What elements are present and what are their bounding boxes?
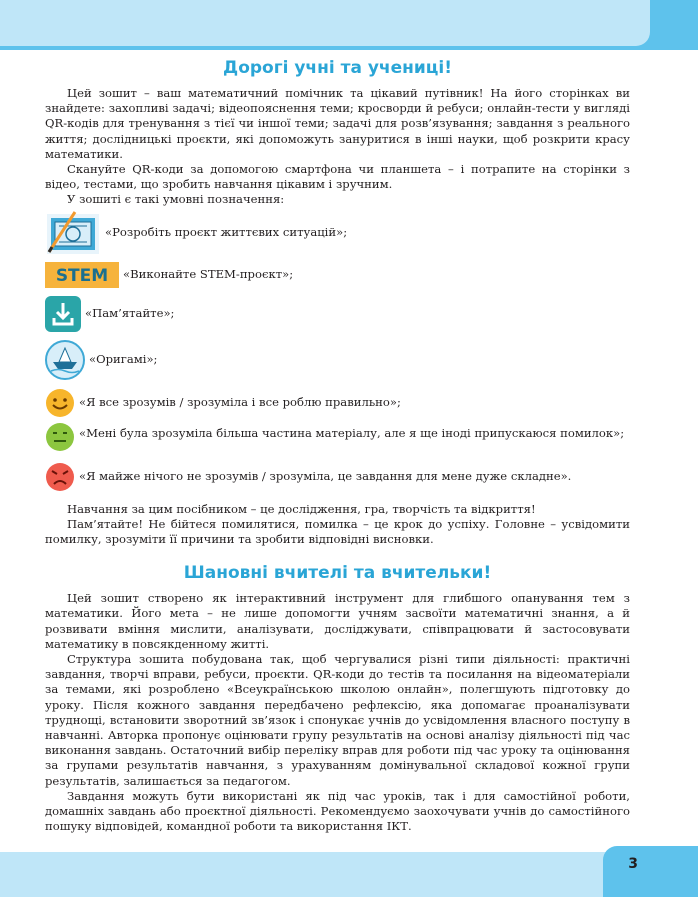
legend-understood-little-label: «Я майже нічого не зрозумів / зрозуміла, це завдання для мене дуже складне». <box>79 469 572 484</box>
legend-origami <box>45 340 630 380</box>
project-icon <box>45 210 101 256</box>
bottom-band <box>0 852 698 897</box>
students-paragraph: Скануйте QR-коди за допомогою смартфона чи планшета – і потрапите на сторінки з відео, тестами, що зробить навчання цікавим і зручним. <box>45 162 630 192</box>
teachers-paragraph: Структура зошита побудована так, щоб чергувалися різні типи діяльності: практичні завдання, творчі вправи, ребуси, проєкти. QR-коди до тестів та посилання на відеоматеріали за темами, які розроблено «Всеукраїнською школою онлайн», полегшують підготовку до уроку. Після кожного завдання передбачено рефлексію, яка допомагає проаналізувати труднощі, встановити зворотний зв’язок і спонукає учнів до усвідомлення власного поступу в навчанні. Авторка пропонує оцінювати групу результатів на основі аналізу діяльності під час виконання завдань. Остаточний вибір переліку вправ для роботи під час уроку та оцінювання за групами результатів навчання, з урахуванням домінувальної складової кожної групи результатів, залишається за педагогом. <box>45 652 630 788</box>
legend-remember-label: «Пам’ятайте»; <box>85 306 175 321</box>
legend-understood-most <box>45 422 630 458</box>
origami-boat-icon <box>45 340 85 380</box>
teachers-title: Шановні вчителі та вчительки! <box>183 563 492 584</box>
students-intro <box>45 86 630 208</box>
students-paragraph: У зошиті є такі умовні позначення: <box>67 192 285 207</box>
stem-badge-icon <box>45 262 119 288</box>
page-number: 3 <box>628 856 638 872</box>
top-band-tab <box>0 0 650 46</box>
legend-understood-all-label: «Я все зрозумів / зрозуміла і все роблю правильно»; <box>79 395 401 410</box>
symbol-legend <box>45 210 630 494</box>
download-icon <box>45 296 81 332</box>
legend-project <box>45 210 630 256</box>
legend-understood-all <box>45 386 630 420</box>
teachers-paragraph: Цей зошит створено як інтерактивний інструмент для глибшого опанування тем з математики. Його мета – не лише допомогти учням засвоїти математичні знання, а й розвивати вміння мислити, аналізувати, досліджувати, співпрацювати й застосовувати математику в повсякденному житті. <box>45 591 630 651</box>
page-content <box>45 56 630 834</box>
neutral-face-icon <box>45 422 75 452</box>
legend-project-label: «Розробіть проєкт життєвих ситуацій»; <box>105 225 348 240</box>
students-title: Дорогі учні та учениці! <box>223 58 452 78</box>
legend-stem <box>45 258 630 292</box>
legend-origami-label: «Оригамі»; <box>89 352 158 367</box>
bottom-band-tab <box>603 846 698 897</box>
frowning-face-icon <box>45 462 75 492</box>
teachers-paragraph: Завдання можуть бути використані як під час уроків, так і для самостійної роботи, домашніх завдань або проєктної діяльності. Рекомендуємо заохочувати учнів до самостійного пошуку відповідей, командної роботи та використання ІКТ. <box>45 788 630 834</box>
legend-understood-most-label: «Мені була зрозуміла більша частина матеріалу, але я ще іноді припускаюся помилок»; <box>79 425 625 440</box>
teachers-intro <box>45 591 630 834</box>
students-outro-paragraph: Навчання за цим посібником – це дослідження, гра, творчість та відкриття! <box>67 501 536 516</box>
legend-remember <box>45 294 630 334</box>
students-outro-paragraph: Пам’ятайте! Не бійтеся помилятися, помилка – це крок до успіху. Головне – усвідомити помилку, зрозуміти її причини та зробити відповідні висновки. <box>45 516 630 547</box>
legend-understood-little <box>45 460 630 494</box>
students-paragraph: Цей зошит – ваш математичний помічник та цікавий путівник! На його сторінках ви знайдете: захопливі задачі; відеопояснення теми; кросворди й ребуси; онлайн-тести у вигляді QR-кодів для тренування з тієї чи іншої теми; задачі для розв’язування; завдання з реального життя; дослідницькі проєкти, які допоможуть зануритися в інші науки, щоб розкрити красу математики. <box>45 86 630 161</box>
students-outro <box>45 502 630 548</box>
stem-badge-text: STEM <box>55 265 109 286</box>
smiling-face-icon <box>45 388 75 418</box>
legend-stem-label: «Виконайте STEM-проєкт»; <box>123 267 294 282</box>
